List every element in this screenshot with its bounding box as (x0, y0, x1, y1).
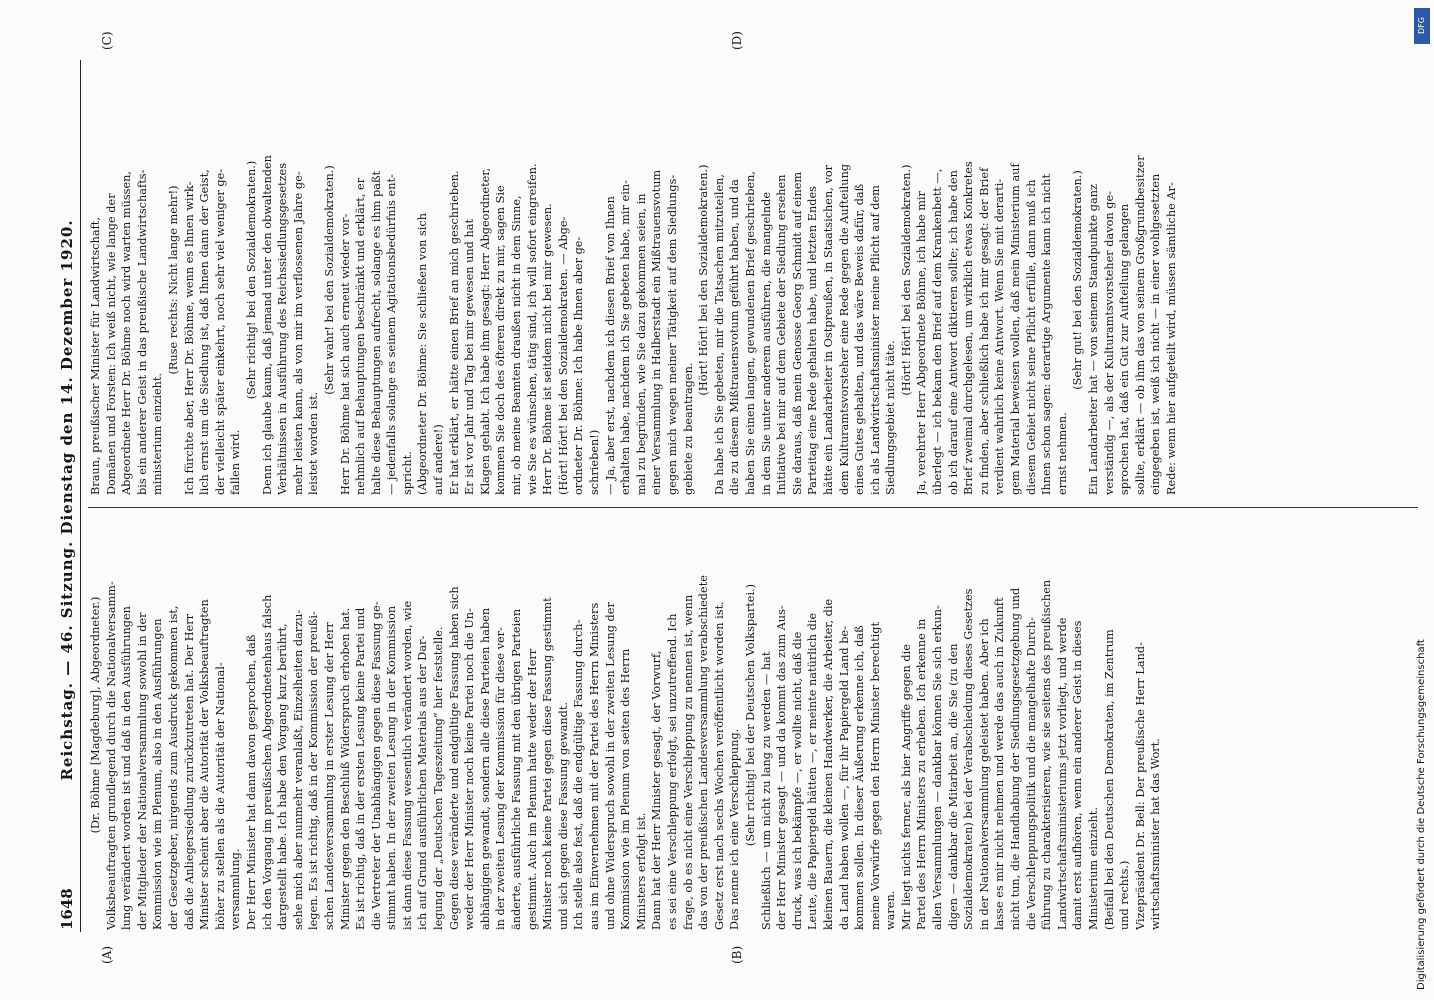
text-line: Kommission wie im Plenum von seiten des Herrn (619, 648, 633, 930)
text-line: höher zu stellen als die Autorität der National- (213, 662, 227, 930)
text-line: Denn ich glaube kaum, daß jemand unter den obwaltenden (260, 155, 274, 495)
text-line: druck, was ich bekämpfe —, er wollte nicht, daß die (790, 631, 804, 930)
text-line: sollte, erklärt — ob ihm das von seinem Großgrundbesitzer (1133, 155, 1147, 495)
text-line: und ohne Widerspruch sowohl in der zweiten Lesung der (603, 602, 617, 930)
text-line: leistet worden ist. (307, 391, 321, 495)
text-line: die zu diesem Mißtrauensvotum geführt haben, und da (728, 179, 742, 495)
text-line: Initiative bei mir auf dem Gebiete der Siedlung ersehen (775, 174, 789, 495)
text-line: dargestellt habe. Ich habe den Vorgang kurz berührt, (276, 623, 290, 930)
text-line: Er ist vor Jahr und Tag bei mir gewesen und hat (463, 218, 477, 495)
text-line: mir, ob meine Beamten draußen nicht in dem Sinne, (510, 195, 524, 495)
text-line: verständig —, als der Kulturamtsvorsteher davon ge- (1102, 191, 1116, 495)
text-line: und rechts.) (1118, 860, 1132, 930)
dfg-badge: DFG (1414, 8, 1430, 44)
text-line: in der zweiten Lesung der Kommission für diese ver- (494, 627, 508, 930)
text-line: — jedenfalls solange es seinem Agitationsbedürfnis ent- (385, 174, 399, 495)
text-line: Volksbeauftragten grundlegend durch die Nationalversamm- (104, 581, 118, 930)
text-line: Der Herr Minister hat dann davon gesprochen, daß (244, 634, 258, 930)
text-line: lasse es mir nicht nehmen und werde das auch in Zukunft (993, 597, 1007, 930)
text-line: Minister scheint aber die Autorität der Volksbeauftragten (198, 599, 212, 930)
text-line: nicht tun, die Handhabung der Siedlungsgesetzgebung und (1009, 587, 1023, 930)
text-line: (Sehr gut! bei den Sozialdemokraten.) (1071, 170, 1085, 390)
header-rule (80, 60, 81, 932)
text-line: der Herr Minister gesagt — und da kommt das zum Aus- (775, 605, 789, 930)
text-line: (Hört! Hört! bei den Sozialdemokraten.) (899, 164, 913, 396)
text-line: überlegt — ich bekam den Brief auf dem Krankenbett —, (931, 168, 945, 495)
text-line: ist dann diese Fassung wesentlich verändert worden, wie (400, 600, 414, 930)
text-line: Ich fürchte aber, Herr Dr. Böhme, wenn es Ihnen wirk- (182, 181, 196, 495)
text-line: schrieben!) (588, 429, 601, 495)
text-line: meine Vorwürfe gegen den Herrn Minister berechtigt (868, 622, 882, 930)
text-line: gebiete zu beantragen. (681, 362, 695, 495)
text-line: eines Gutes gehalten, und das wäre Beweis dafür, daß (853, 183, 867, 495)
text-line: der Gesetzgeber, nirgends zum Ausdruck gekommen ist, (166, 605, 180, 930)
text-line: Gegen diese veränderte und endgültige Fassung haben sich (447, 586, 461, 930)
text-line: aus im Einvernehmen mit der Partei des Herrn Ministers (588, 602, 601, 930)
text-line: Brief zweimal durchgelesen, um wirklich etwas Konkretes (962, 161, 976, 495)
page-title: Reichstag. — 46. Sitzung. Dienstag den 14. Dezember 1920. (58, 219, 76, 781)
text-line: (Sehr richtig! bei den Sozialdemokraten.) (244, 160, 258, 400)
text-line: die Vertreter der Unabhängigen gegen diese Fassung ge- (369, 601, 383, 930)
text-line: Ministerium einzieht. (1087, 807, 1100, 930)
text-line: ich als Landwirtschaftsminister meine Pflicht auf dem (868, 185, 882, 495)
text-line: lung verändert worden ist und daß in den Ausführungen (120, 606, 134, 930)
text-line: und sich gegen diese Fassung gewandt. (556, 701, 570, 930)
text-line: Da habe ich Sie gebeten, mir die Tatsachen mitzuteilen, (712, 173, 726, 495)
text-line: (Sehr richtig! bei der Deutschen Volkspartei.) (743, 583, 757, 847)
text-line: — Ja, aber erst, nachdem ich diesen Brief von Ihnen (603, 196, 617, 495)
text-line: gestimmt. Auch im Plenum hatte weder der Herr (525, 648, 539, 930)
text-line: der vielleicht später einkehrt, noch sehr viel weniger ge- (213, 168, 227, 495)
text-line: digen — dankbar die Mitarbeit an, die Sie (zu den (946, 643, 960, 930)
text-line: (Hört! Hört! bei den Sozialdemokraten.) (697, 164, 711, 396)
text-line: Es ist richtig, daß in der ersten Lesung keine Partei und (354, 607, 368, 930)
text-line: sprochen hat, daß ein Gut zur Aufteilung gelangen (1118, 203, 1132, 495)
text-line: Vizepräsident Dr. Bell: Der preußische Herr Land- (1133, 642, 1147, 930)
text-line: schen Landesversammlung in erster Lesung der Herr (322, 622, 336, 930)
text-line: Schließlich — um nicht zu lang zu werden — hat (759, 651, 773, 930)
text-line: (Ruse rechts: Nicht lange mehr!) (166, 185, 180, 375)
text-line: Gesetz erst nach sechs Wochen veröffentlicht worden ist. (712, 601, 726, 930)
text-line: versammlung. (229, 848, 243, 930)
margin-mark-c: (C) (100, 31, 114, 50)
left-column (88, 500, 1418, 930)
text-line: Siedlungsgebiet nicht täte. (884, 340, 898, 495)
digitization-note: Digitalisierung gefördert durch die Deutsche Forschungsgemeinschaft (1416, 639, 1427, 990)
text-line: da Land haben wollen —, für ihr Papiergeld Land be- (837, 626, 851, 930)
text-line: der Mitglieder der Nationalversammlung sowohl in der (135, 612, 149, 930)
text-line: Ein Landarbeiter hat — von seinem Standpunkte ganz (1087, 184, 1100, 495)
text-line: kommen sollen. In dieser Äußerung erkenne ich, daß (853, 625, 867, 930)
text-line: auf andere!) (432, 424, 446, 495)
text-line: erhalten habe, nachdem ich Sie gebeten habe, mir ein- (619, 180, 633, 495)
text-line: Sie daraus, daß mein Genosse Georg Schmidt auf einem (790, 171, 804, 495)
right-column (88, 65, 1418, 495)
text-line: Sozialdemokraten) bei der Verabschiedung dieses Gesetzes (962, 588, 976, 930)
text-line: daß die Anliegersiedlung zurückzutreten hat. Der Herr (182, 613, 196, 930)
text-line: bis ein anderer Geist in das preußische Landwirtschafts- (135, 169, 149, 495)
text-line: Er hat erklärt, er hätte einen Brief an mich geschrieben. (447, 170, 461, 495)
text-line: Domänen und Forsten: Ich weiß nicht, wie lange der (104, 193, 118, 495)
margin-mark-d: (D) (730, 31, 744, 50)
text-line: sehe mich aber nunmehr veranlaßt, Einzelheiten darzu- (291, 609, 305, 930)
margin-mark-b: (B) (730, 945, 744, 964)
text-line: Minister gegen den Beschluß Widerspruch erhoben hat. (338, 607, 352, 930)
text-line: ich den Vorgang im preußischen Abgeordnetenhaus falsch (260, 594, 274, 930)
text-line: frage, ob es nicht eine Verschleppung zu nennen ist, wenn (681, 594, 695, 930)
text-line: verdient wahrlich keine Antwort. Wenn Sie mit derarti- (993, 178, 1007, 495)
page-number: 1648 (58, 888, 76, 930)
text-line: hätte ein Landarbeiter in Ostpreußen, in Staatsichen, vor (821, 164, 835, 495)
text-line: (Abgeordneter Dr. Böhme: Sie schließen von sich (416, 213, 430, 495)
text-line: Braun, preußischer Minister für Landwirtschaft, (89, 217, 102, 495)
text-line: Partei des Herrn Ministers zu erheben. Ich erkenne in (915, 618, 929, 930)
text-line: einer Versammlung in Halberstadt ein Mißtrauensvotum (650, 169, 664, 495)
text-line: (Beifall bei den Deutschen Demokraten, im Zentrum (1102, 629, 1116, 930)
text-line: Ja, verehrter Herr Abgeordnete Böhme, ich habe mir (915, 191, 929, 495)
text-line: Kommission wie im Plenum, also in den Ausführungen (151, 618, 165, 930)
text-line: wirtschaftsminister hat das Wort. (1149, 738, 1163, 930)
text-line: kommen Sie doch des öfteren direkt zu mir, sagen Sie (494, 185, 508, 495)
text-line: in der Nationalversammlung geleistet haben. Aber ich (977, 618, 991, 930)
text-line: Abgeordnete Herr Dr. Böhme noch wird warten müssen, (120, 170, 134, 495)
text-line: Ihnen schon sagen: derartige Argumente kann ich nicht (1040, 174, 1054, 495)
text-line: legung der „Deutschen Tageszeitung“ hier feststelle. (432, 626, 446, 930)
text-line: Dann hat der Herr Minister gesagt, der Vorwurf, (650, 650, 664, 930)
text-line: Das nenne ich eine Verschleppung. (728, 728, 742, 930)
text-line: Ministers erfolgt ist. (634, 812, 648, 930)
text-line: gem Material beweisen wollen, daß mein Ministerium auf (1009, 163, 1023, 495)
text-line: haben Sie einen langen, gewundenen Brief geschrieben, (743, 170, 757, 495)
text-line: damit erst aufhören, wenn ein anderer Geist in dieses (1071, 620, 1085, 930)
text-line: eingegeben ist, weiß ich nicht — in einer wohlgesetzten (1149, 173, 1163, 495)
text-line: allen Versammlungen — dankbar können Sie sich erkun- (931, 605, 945, 930)
text-line: es sei eine Verschleppung erfolgt, sei unzutreffend. Ich (665, 613, 679, 930)
text-line: Herr Dr. Böhme hat sich auch erneut wieder vor- (338, 213, 352, 495)
text-line: die Verschleppungspolitik und die mangelhafte Durch- (1024, 617, 1038, 930)
text-line: ordneter Dr. Böhme: Ich habe Ihnen aber ge- (572, 236, 586, 495)
text-line: Mir liegt nichts ferner, als hier Angriffe gegen die (899, 644, 913, 930)
text-line: kleinen Bauern, die kleinen Handwerker, die Arbeiter, die (821, 598, 835, 930)
text-line: spricht. (400, 451, 414, 495)
text-line: abhängigen gewandt, sondern alle diese Parteien haben (478, 607, 492, 930)
text-line: Ich stelle also fest, daß die endgültige Fassung durch- (572, 619, 586, 930)
text-line: ich auf Grund ausführlichen Materials aus der Dar- (416, 635, 430, 930)
text-line: wie Sie es wünschen, tätig sind, ich will sofort eingreifen. (525, 163, 539, 495)
text-line: ob ich darauf eine Antwort diktieren sollte; ich habe den (946, 170, 960, 495)
text-line: stimmt haben. In der zweiten Lesung in der Kommission (385, 605, 399, 930)
text-line: Verhältnissen in Ausführung des Reichssiedlungsgesetzes (276, 162, 290, 495)
text-line: Herr Dr. Böhme ist seitdem nicht bei mir gewesen. (541, 203, 555, 495)
text-line: Parteitag eine Rede gehalten habe, und letzten Endes (806, 186, 820, 495)
text-line: das von der preußischen Landesversammlung verabschiedete (697, 575, 711, 930)
text-line: (Sehr wahr! bei den Sozialdemokraten.) (322, 165, 336, 395)
text-line: Leute, die Papiergeld hätten —, er meinte natürlich die (806, 612, 820, 930)
text-line: Klagen gehabt. Ich habe ihm gesagt: Herr Abgeordneter, (478, 167, 492, 495)
text-line: nehmlich auf Behauptungen beschränkt und erklärt, er (354, 177, 368, 495)
text-line: halte diese Behauptungen aufrecht, solange es ihm paßt (369, 170, 383, 495)
text-line: (Hört! Hört! bei den Sozialdemokraten. — Abge- (556, 216, 570, 495)
text-line: lich ernst um die Siedlung ist, daß Ihnen dann der Geist, (198, 169, 212, 495)
text-line: waren. (884, 890, 898, 930)
text-line: Minister noch keine Partei gegen diese Fassung gestimmt (541, 597, 555, 930)
text-line: ministerium einzieht. (151, 372, 165, 495)
column-separator (88, 507, 1418, 508)
text-line: Rede: wenn hier aufgeteilt wird, müssen sämtliche Ar- (1164, 182, 1178, 495)
text-line: fallen wird. (229, 429, 243, 495)
text-line: änderte, ausführliche Fassung mit den übrigen Parteien (510, 608, 524, 930)
text-line: führung zu charakterisieren, wie sie seitens des preußischen (1040, 579, 1054, 930)
text-line: diesem Gebiet nicht seine Pflicht erfülle, dann muß ich (1024, 179, 1038, 495)
text-line: zu finden, aber schließlich habe ich mir gesagt: der Brief (977, 167, 991, 495)
text-line: dem Kulturamtsvorsteher eine Rede gegen die Aufteilung (837, 163, 851, 495)
text-line: (Dr. Böhme [Magdeburg], Abgeordneter.) (89, 596, 102, 834)
text-line: in dem Sie unter anderem ausführen, die mangelnde (759, 191, 773, 495)
text-line: ernst nehmen. (1055, 412, 1069, 495)
margin-mark-a: (A) (100, 945, 114, 964)
text-line: mal zu begründen, wie Sie dazu gekommen seien, in (634, 193, 648, 495)
text-line: legen. Es ist richtig, daß in der Kommission der preußi- (307, 611, 321, 930)
text-line: weder der Herr Minister noch keine Partei noch die Un- (463, 608, 477, 930)
text-line: gegen mich wegen meiner Tätigkeit auf dem Siedlungs- (665, 174, 679, 495)
text-line: mehr leisten kann, als von mir im verflossenen Jahre ge- (291, 171, 305, 495)
text-line: Landwirtschaftsministeriums jetzt vorliegt, und werde (1055, 617, 1069, 930)
